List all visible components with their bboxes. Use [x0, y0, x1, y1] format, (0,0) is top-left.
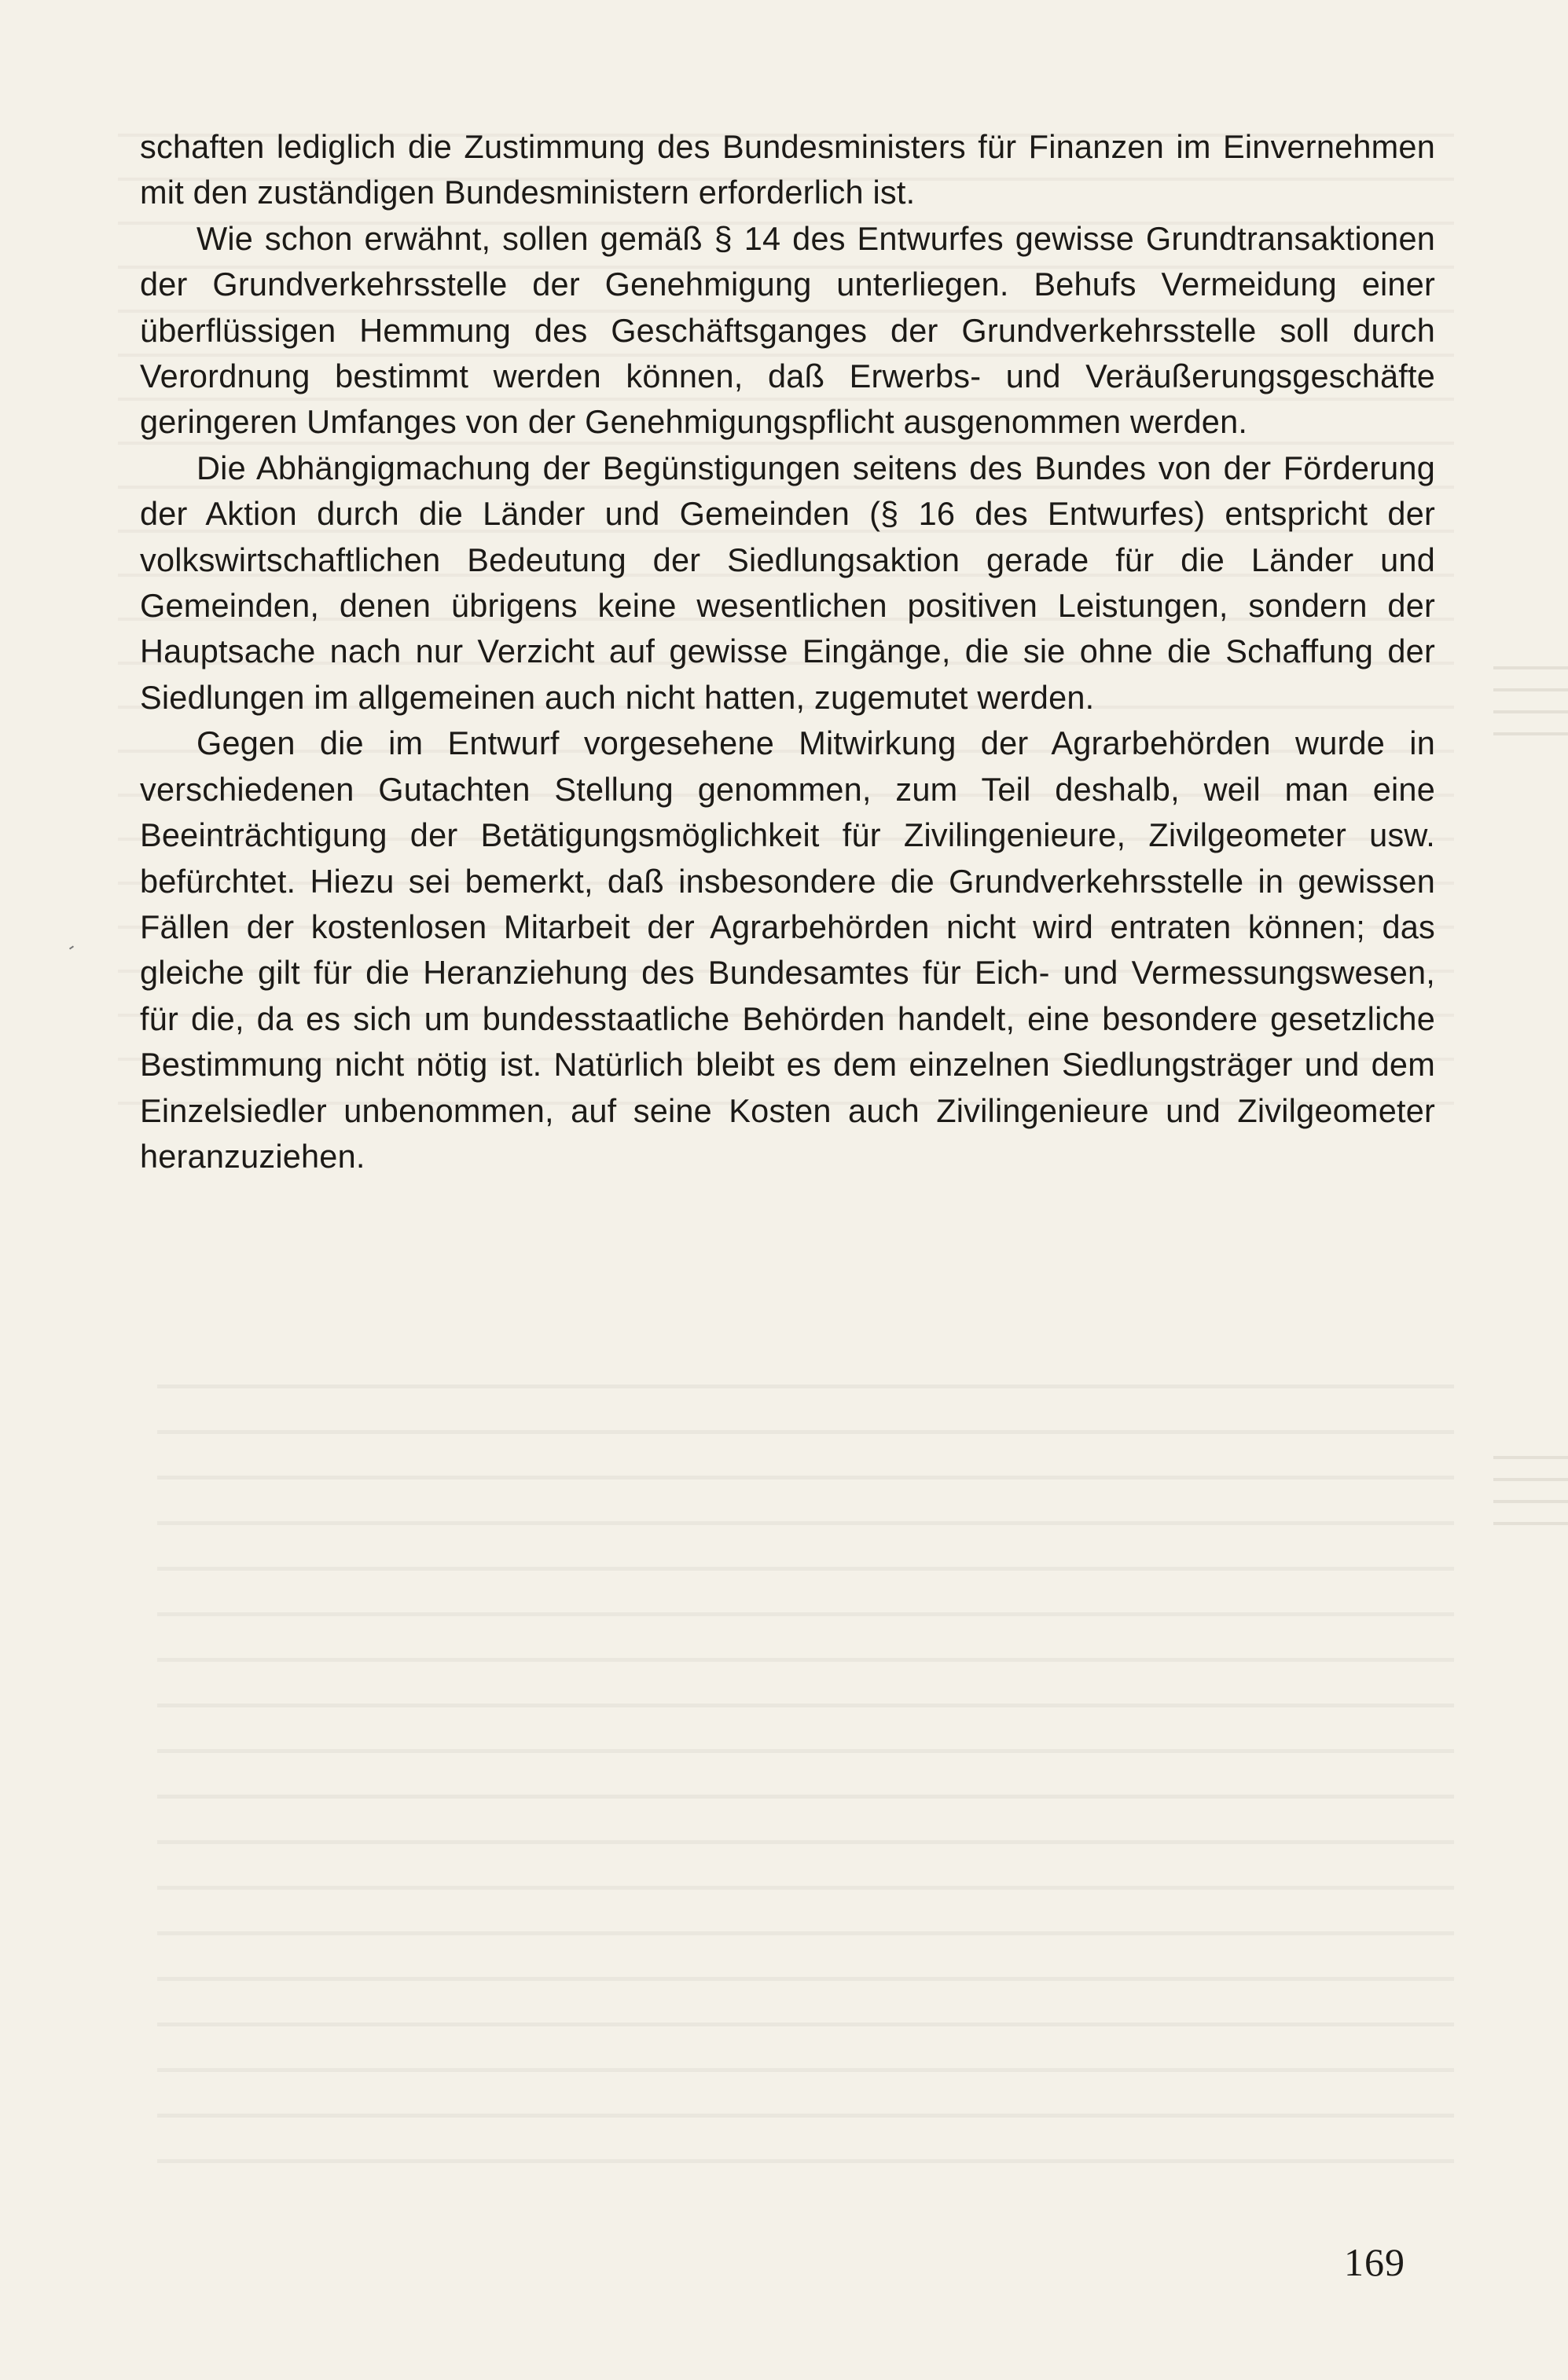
margin-ghost-note-2 — [1493, 1442, 1568, 1528]
body-text — [140, 124, 1435, 1179]
page-number: 169 — [1344, 2240, 1405, 2284]
paragraph-1: schaften lediglich die Zustimmung des Bundesministers für Finanzen im Einvernehmen mit den zuständigen Bundesministern erforderlich ist. — [140, 128, 1435, 211]
paragraph-2: Wie schon erwähnt, sollen gemäß § 14 des Entwurfes gewisse Grundtransaktionen der Grundverkehrsstelle der Genehmigung unterliegen. Behufs Vermeidung einer überflüssigen Hemmung des Geschäftsganges der Grundverkehrsstelle soll durch Verordnung bestimmt werden können, daß Erwerbs- und Veräußerungsgeschäfte geringeren Umfanges von der Genehmigungspflicht ausgenommen werden. — [140, 219, 1435, 441]
margin-ghost-note-1 — [1493, 652, 1568, 739]
show-through-text-lower — [157, 1351, 1454, 2200]
paragraph-3: Die Abhängigmachung der Begünstigungen seitens des Bundes von der Förderung der Aktion durch die Länder und Gemeinden (§ 16 des Entwurfes) entspricht der volkswirtschaftlichen Bedeutung der Siedlungsaktion gerade für die Länder und Gemeinden, denen übrigens keine wesentlichen positiven Leistungen, sondern der Hauptsache nach nur Verzicht auf gewisse Eingänge, die sie ohne die Schaffung der Siedlungen im allgemeinen auch nicht hatten, zugemutet werden. — [140, 449, 1435, 716]
paragraph-4: Gegen die im Entwurf vorgesehene Mitwirkung der Agrarbehörden wurde in verschiedenen Gutachten Stellung genommen, zum Teil deshalb, weil man eine Beeinträchtigung der Betätigungsmöglichkeit für Zivilingenieure, Zivilgeometer usw. befürchtet. Hiezu sei bemerkt, daß insbesondere die Grundverkehrsstelle in gewissen Fällen der kostenlosen Mitarbeit der Agrarbehörden nicht wird entraten können; das gleiche gilt für die Heranziehung des Bundesamtes für Eich- und Vermessungswesen, für die, da es sich um bundesstaatliche Behörden handelt, eine besondere gesetzliche Bestimmung nicht nötig ist. Natürlich bleibt es dem einzelnen Siedlungsträger und dem Einzelsiedler unbenommen, auf seine Kosten auch Zivilingenieure und Zivilgeometer heranzuziehen. — [140, 724, 1435, 1175]
stray-ink-mark — [69, 945, 74, 949]
